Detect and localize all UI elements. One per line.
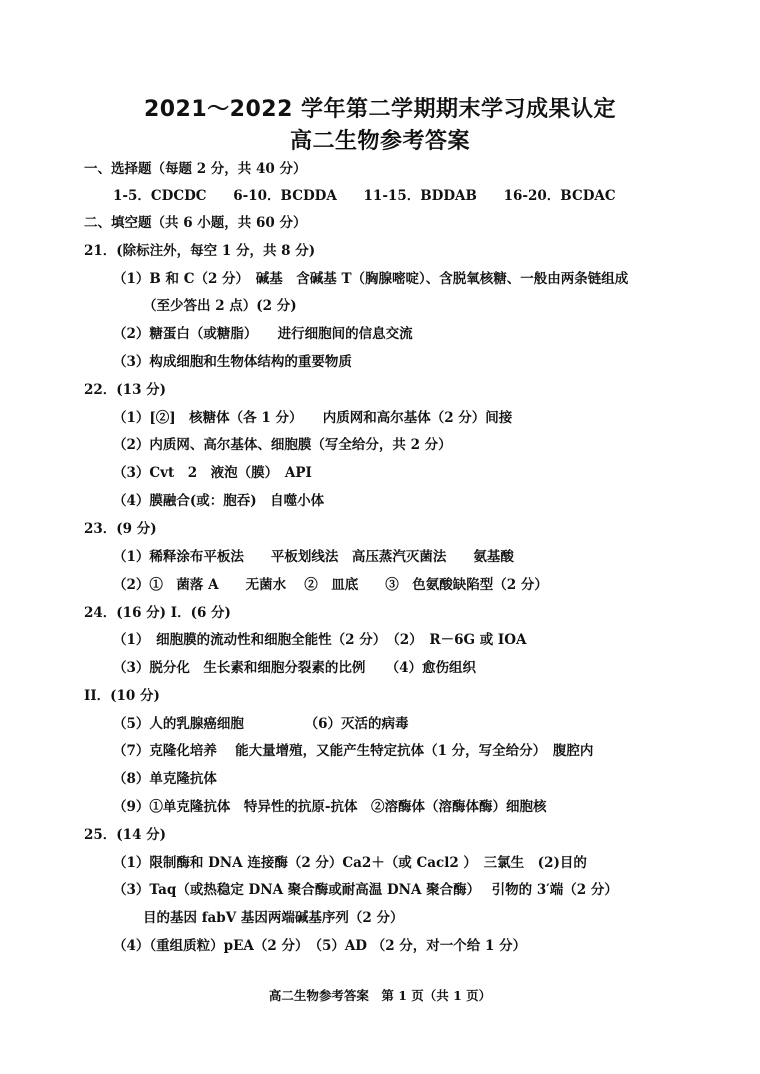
q24-header: 24．(16 分) I．(6 分): [84, 605, 231, 621]
document-title-line-2: 高二生物参考答案: [289, 129, 470, 154]
q22-answer-3: （3）Cvt 2 液泡（膜） API: [113, 465, 312, 481]
q24-answer-7: （7）克隆化培养 能大量增殖，又能产生特定抗体（1 分，写全给分） 腹腔内: [113, 743, 594, 759]
section-1-heading: 一、选择题（每题 2 分，共 40 分）: [84, 161, 307, 177]
answer-group-11-15: 11-15．BDDAB: [363, 188, 477, 204]
q21-answer-1-continued: （至少答出 2 点）(2 分): [143, 298, 297, 314]
q21-answer-1: （1）B 和 C（2 分） 碱基 含碱基 T（胸腺嘧啶）、含脱氧核糖、一般由两条链组成: [113, 271, 629, 287]
q21-header: 21．(除标注外，每空 1 分，共 8 分): [84, 243, 316, 259]
q25-answer-3: （3）Taq（或热稳定 DNA 聚合酶或耐高温 DNA 聚合酶） 引物的 3′端（2 分）: [113, 882, 618, 898]
q24-answer-9: （9）①单克隆抗体 特异性的抗原-抗体 ②溶酶体（溶酶体酶）细胞核: [113, 799, 547, 815]
page-footer: 高二生物参考答案 第 1 页（共 1 页）: [268, 988, 492, 1003]
q25-answer-1-2: （1）限制酶和 DNA 连接酶（2 分）Ca2＋（或 Cacl2 ） 三氯生 (2)目的: [113, 855, 587, 871]
q21-answer-2: （2）糖蛋白（或糖脂） 进行细胞间的信息交流: [113, 326, 413, 342]
q23-answer-1: （1）稀释涂布平板法 平板划线法 高压蒸汽灭菌法 氨基酸: [113, 549, 514, 565]
q23-header: 23．(9 分): [84, 521, 157, 537]
q22-answer-1: （1）[②] 核糖体（各 1 分） 内质网和高尔基体（2 分）间接: [113, 410, 513, 426]
q24-answer-3-4: （3）脱分化 生长素和细胞分裂素的比例 （4）愈伤组织: [113, 660, 477, 676]
q21-answer-3: （3）构成细胞和生物体结构的重要物质: [113, 354, 352, 370]
q23-answer-2: （2）① 菌落 A 无菌水 ② 皿底 ③ 色氨酸缺陷型（2 分）: [113, 577, 548, 593]
q25-answer-4-5: （4）（重组质粒）pEA（2 分） （5）AD （2 分，对一个给 1 分）: [113, 938, 527, 954]
q25-header: 25．(14 分): [84, 827, 167, 843]
q22-answer-4: （4）膜融合(或：胞吞) 自噬小体: [113, 493, 325, 509]
answer-group-6-10: 6-10．BCDDA: [233, 188, 337, 204]
q25-answer-3-continued: 目的基因 fabV 基因两端碱基序列（2 分）: [143, 910, 404, 926]
q24-part-2-header: II．(10 分): [84, 688, 160, 704]
answer-group-1-5: 1-5．CDCDC: [113, 188, 207, 204]
q22-answer-2: （2）内质网、高尔基体、细胞膜（写全给分，共 2 分）: [113, 437, 452, 453]
q22-header: 22．(13 分): [84, 382, 167, 398]
q24-answer-1-2: （1） 细胞膜的流动性和细胞全能性（2 分） （2） R－6G 或 IOA: [113, 632, 527, 648]
multiple-choice-answers: [113, 187, 638, 205]
q24-answer-5-6: （5）人的乳腺癌细胞 （6）灭活的病毒: [113, 716, 409, 732]
document-title-line-1: 2021～2022 学年第二学期期末学习成果认定: [143, 97, 617, 122]
q24-answer-8: （8）单克隆抗体: [113, 771, 217, 787]
section-2-heading: 二、填空题（共 6 小题，共 60 分）: [84, 215, 307, 231]
answer-group-16-20: 16-20．BCDAC: [503, 188, 616, 204]
